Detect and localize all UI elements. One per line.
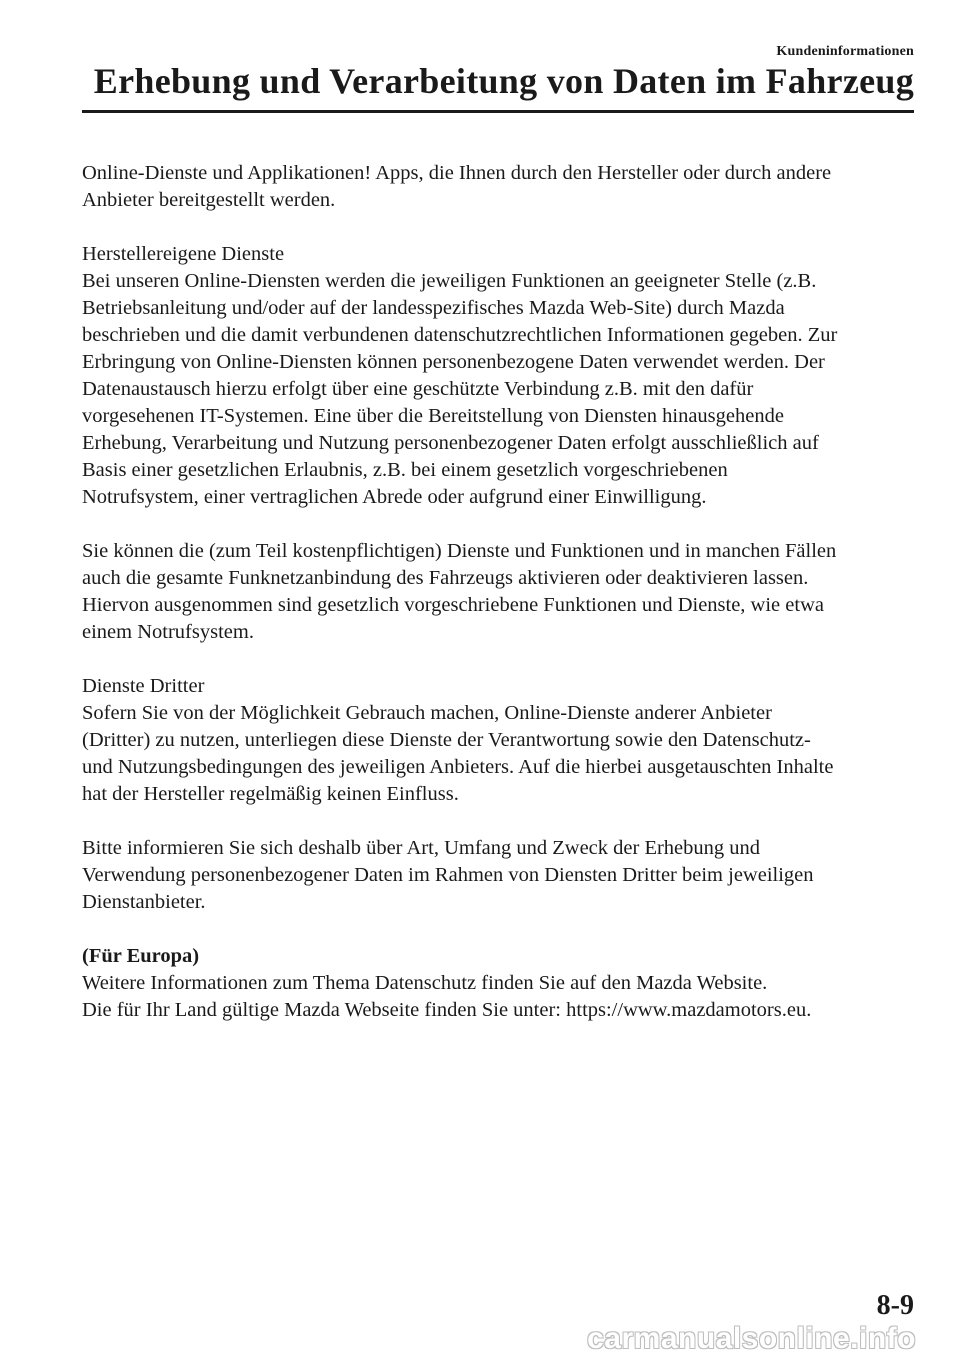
text-line: hat der Hersteller regelmäßig keinen Einfluss. [82,783,459,805]
text-line: (Dritter) zu nutzen, unterliegen diese Dienste der Verantwortung sowie den Datenschutz- [82,729,811,751]
text-line: Erbringung von Online-Diensten können personenbezogene Daten verwendet werden. Der [82,351,825,373]
text-line: Anbieter bereitgestellt werden. [82,189,336,211]
text-line: Hiervon ausgenommen sind gesetzlich vorgeschriebene Funktionen und Dienste, wie etwa [82,594,824,616]
text-line: beschrieben und die damit verbundenen datenschutzrechtlichen Informationen gegeben. Zur [82,324,838,346]
text-line: Notrufsystem, einer vertraglichen Abrede oder aufgrund einer Einwilligung. [82,486,707,508]
text-line: Weitere Informationen zum Thema Datenschutz finden Sie auf den Mazda Website. [82,972,768,994]
subheading-europe: (Für Europa) [82,945,200,967]
page-number: 8-9 [876,1290,914,1321]
text-line: Betriebsanleitung und/oder auf der landesspezifisches Mazda Web-Site) durch Mazda [82,297,785,319]
subheading-third-party-services: Dienste Dritter [82,675,205,697]
text-line: Verwendung personenbezogener Daten im Rahmen von Diensten Dritter beim jeweiligen [82,864,814,886]
paragraph-europe [82,943,918,1024]
header-divider [82,110,914,113]
paragraph-apps [82,160,918,214]
text-line: Dienstanbieter. [82,891,206,913]
watermark-logo: carmanualsonline.info [587,1322,916,1355]
text-line: Erhebung, Verarbeitung und Nutzung personenbezogener Daten erfolgt ausschließlich auf [82,432,819,454]
text-line: Sie können die (zum Teil kostenpflichtigen) Dienste und Funktionen und in manchen Fällen [82,540,837,562]
text-line: auch die gesamte Funknetzanbindung des Fahrzeugs aktivieren oder deaktivieren lassen. [82,567,809,589]
text-line: Bei unseren Online-Diensten werden die jeweiligen Funktionen an geeigneter Stelle (z.B. [82,270,817,292]
paragraph-manufacturer-services [82,241,918,511]
text-line: Sofern Sie von der Möglichkeit Gebrauch machen, Online-Dienste anderer Anbieter [82,702,772,724]
paragraph-activation [82,538,918,646]
text-line: Bitte informieren Sie sich deshalb über Art, Umfang und Zweck der Erhebung und [82,837,761,859]
paragraph-inform-yourself [82,835,918,916]
text-line-website: Die für Ihr Land gültige Mazda Webseite finden Sie unter: https://www.mazdamotors.eu. [82,999,812,1021]
subheading-manufacturer-services: Herstellereigene Dienste [82,243,285,265]
text-line: vorgesehenen IT-Systemen. Eine über die Bereitstellung von Diensten hinausgehende [82,405,784,427]
text-line: und Nutzungsbedingungen des jeweiligen Anbieters. Auf die hierbei ausgetauschten Inhalte [82,756,834,778]
text-line: Datenaustausch hierzu erfolgt über eine geschützte Verbindung z.B. mit den dafür [82,378,754,400]
page-title: Erhebung und Verarbeitung von Daten im Fahrzeug [93,61,914,101]
text-line: Basis einer gesetzlichen Erlaubnis, z.B. bei einem gesetzlich vorgeschriebenen [82,459,728,481]
text-line: Online-Dienste und Applikationen! Apps, die Ihnen durch den Hersteller oder durch andere [82,162,832,184]
document-body [82,160,918,1051]
section-label: Kundeninformationen [776,44,914,59]
paragraph-third-party-services [82,673,918,808]
text-line: einem Notrufsystem. [82,621,254,643]
